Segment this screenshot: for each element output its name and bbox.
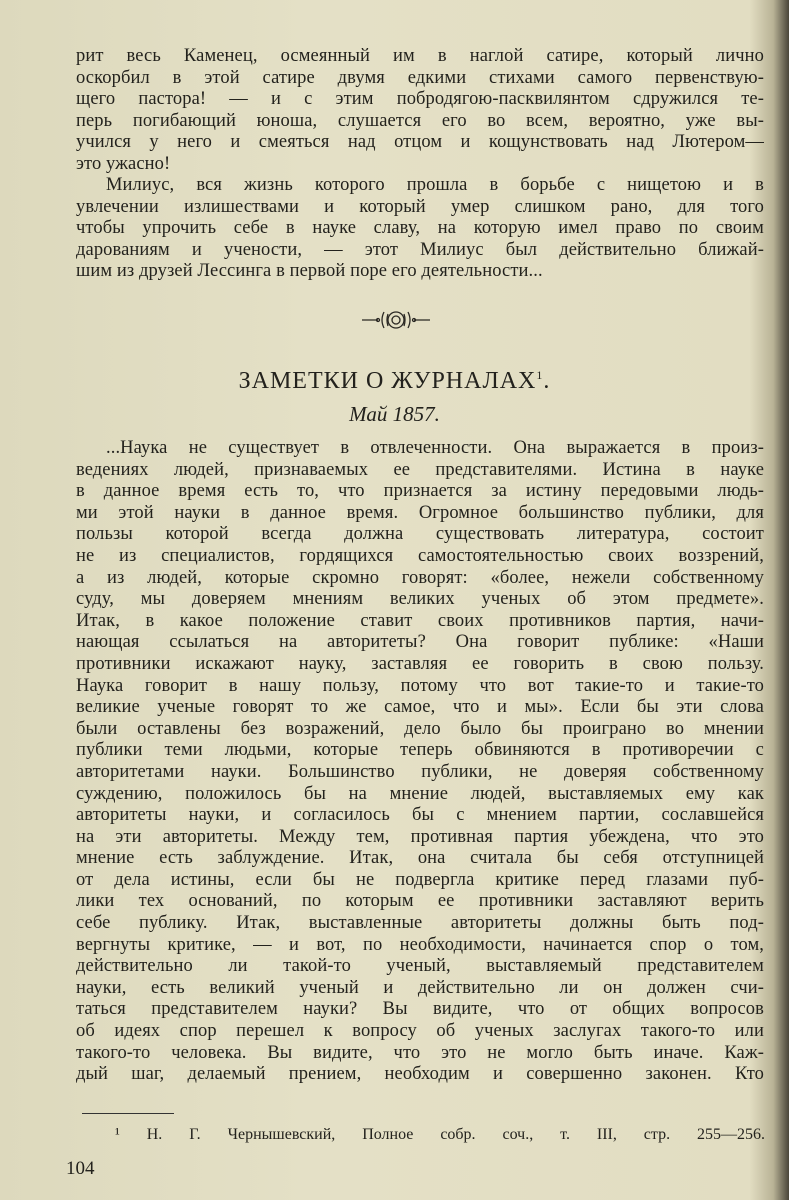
text-line: дарованиям и учености, — этот Милиус был действительно ближай- xyxy=(76,239,764,260)
text-line: от дела истины, если бы не подвергла критике перед глазами пуб- xyxy=(76,869,764,890)
footnote: ¹ Н. Г. Чернышевский, Полное собр. соч., т. III, стр. 255—256. xyxy=(115,1126,765,1143)
footnote-mark: 1 xyxy=(536,368,544,382)
footnote-divider xyxy=(82,1113,174,1114)
text-line: лики тех оснований, по которым ее противники заставляют верить xyxy=(76,891,764,912)
text-line: не из специалистов, гордящихся самостоятельностью своих воззрений, xyxy=(76,545,764,566)
text-line: перь погибающий юноша, слушается его во всем, вероятно, уже вы- xyxy=(76,110,764,131)
article-body xyxy=(76,438,764,1086)
text-line: ведениях людей, признаваемых ее представителями. Истина в науке xyxy=(76,459,764,480)
text-line: вергнуты критике, — и вот, по необходимости, начинается спор о том, xyxy=(76,934,764,955)
text-line: суду, мы доверяем мнениям великих ученых об этом предмете». xyxy=(76,589,764,610)
text-line: такого-то человека. Вы видите, что это не могло быть иначе. Каж- xyxy=(76,1042,764,1063)
text-line: дый шаг, делаемый прением, необходим и совершенно законен. Кто xyxy=(76,1064,764,1085)
text-line: увлечении излишествами и который умер слишком рано, для того xyxy=(76,196,764,217)
text-line: нающая ссылаться на авторитеты? Она говорит публике: «Наши xyxy=(76,632,764,653)
text-line: это ужасно! xyxy=(76,153,171,174)
text-line: ...Наука не существует в отвлеченности. Она выражается в произ- xyxy=(106,438,764,458)
article-date: Май 1857. xyxy=(349,402,440,426)
text-line: чтобы упрочить себе в науке славу, на которую имел право по своим xyxy=(76,218,764,239)
text-line: щего пастора! — и с этим побродягою-пасквилянтом сдружился те- xyxy=(76,89,764,110)
page-number: 104 xyxy=(66,1158,95,1179)
text-line: в данное время есть то, что признается за истину передовыми людь- xyxy=(76,481,764,502)
paragraph-milius xyxy=(76,175,764,283)
text-line: Итак, в какое положение ставит своих противников партия, начи- xyxy=(76,610,764,631)
text-line: Наука говорит в нашу пользу, потому что вот такие-то и такие-то xyxy=(76,675,764,696)
text-line: учился у него и смеяться над отцом и кощунствовать над Лютером— xyxy=(76,132,764,153)
text-line: себе публику. Итак, выставленные авторитеты должны быть под- xyxy=(76,913,764,934)
text-line: действительно ли такой-то ученый, выставляемый представителем xyxy=(76,956,764,977)
text-line: противники искажают науку, заставляя ее говорить в свою пользу. xyxy=(76,653,764,674)
text-line: а из людей, которые скромно говорят: «более, нежели собственному xyxy=(76,567,764,588)
title-text: ЗАМЕТКИ О ЖУРНАЛАХ xyxy=(238,368,537,394)
text-line: оскорбил в этой сатире двумя едкими стихами самого первенствую- xyxy=(76,67,764,88)
text-line: науки, есть великий ученый и действительно ли он должен счи- xyxy=(76,977,764,998)
text-line: авторитеты науки, и согласилось бы с мнением партии, сославшейся xyxy=(76,805,764,826)
text-line: рит весь Каменец, осмеянный им в наглой сатире, который лично xyxy=(76,46,764,66)
text-line: об идеях спор перешел к вопросу об ученых заслугах такого-то или xyxy=(76,1021,764,1042)
text-line: таться представителем науки? Вы видите, что от общих вопросов xyxy=(76,999,764,1020)
paragraph-continuation xyxy=(76,46,764,176)
text-line: шим из друзей Лессинга в первой поре его деятельности... xyxy=(76,261,543,282)
text-line: великие ученые говорят то же самое, что и мы». Если бы эти слова xyxy=(76,697,764,718)
text-line: авторитетами науки. Большинство публики, не доверяя собственному xyxy=(76,761,764,782)
text-line: на эти авторитеты. Между тем, противная партия убеждена, что это xyxy=(76,826,764,847)
text-line: Милиус, вся жизнь которого прошла в борьбе с нищетою и в xyxy=(106,175,764,195)
text-line: были оставлены без возражений, дело было бы проиграно во мнении xyxy=(76,718,764,739)
text-line: мнение есть заблуждение. Итак, она считала бы себя отступницей xyxy=(76,848,764,869)
text-line: пользы которой всегда должна существовать литература, состоит xyxy=(76,524,764,545)
ornament-divider-icon xyxy=(360,308,432,332)
article-title: ЗАМЕТКИ О ЖУРНАЛАХ$^1$. xyxy=(238,368,551,394)
text-line: публики теми людьми, которые теперь обвиняются в противоречии с xyxy=(76,740,764,761)
text-line: ми этой науки в данное время. Огромное большинство публики, для xyxy=(76,502,764,523)
text-line: суждению, положилось бы на мнение людей, выставляемых ему как xyxy=(76,783,764,804)
